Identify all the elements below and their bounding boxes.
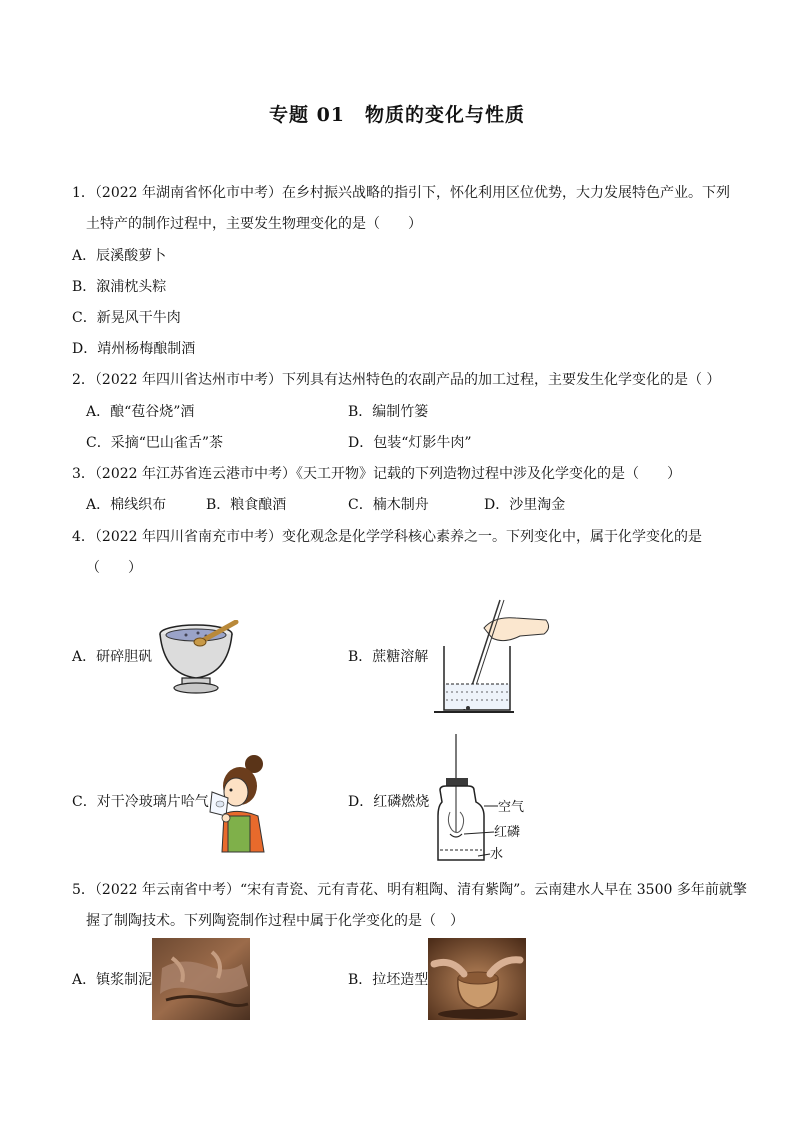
q4-option-d: D．红磷燃烧 bbox=[348, 794, 430, 810]
q1-stem-line2: 土特产的制作过程中，主要发生物理变化的是（ ） bbox=[86, 216, 422, 232]
q4-option-b: B．蔗糖溶解 bbox=[348, 649, 429, 665]
clay-hands-photo bbox=[152, 938, 250, 1020]
q3-option-d: D．沙里淘金 bbox=[484, 497, 566, 513]
q5-stem-line1: 5．（2022 年云南省中考）“宋有青瓷、元有青花、明有粗陶、清有紫陶”。云南建水人早在 3500 多年前就擎 bbox=[72, 882, 747, 898]
q3-option-b: B．粮食酿酒 bbox=[206, 497, 287, 513]
q5-option-a: A．镇浆制泥 bbox=[72, 972, 153, 988]
page-title: 专题 01 物质的变化与性质 bbox=[268, 104, 526, 126]
beaker-stirring-icon bbox=[434, 598, 554, 716]
mortar-pestle-icon bbox=[156, 620, 240, 700]
q3-option-c: C．楠木制舟 bbox=[348, 497, 429, 513]
q1-option-b: B．溆浦枕头粽 bbox=[72, 279, 167, 295]
q2-option-c: C．采摘“巴山雀舌”茶 bbox=[86, 435, 224, 451]
q1-option-c: C．新晃风干牛肉 bbox=[72, 310, 181, 326]
q3-option-a: A．棉线织布 bbox=[86, 497, 167, 513]
phosphorus-burning-jar-icon bbox=[432, 732, 532, 864]
q4-option-a: A．研碎胆矾 bbox=[72, 649, 153, 665]
label-water: 水 bbox=[490, 847, 504, 862]
label-air: 空气 bbox=[498, 800, 525, 815]
q4-option-c: C．对干冷玻璃片哈气 bbox=[72, 794, 209, 810]
q2-option-d: D．包装“灯影牛肉” bbox=[348, 435, 472, 451]
q5-option-b: B．拉坯造型 bbox=[348, 972, 429, 988]
q1-option-a: A．辰溪酸萝卜 bbox=[72, 248, 167, 264]
q2-option-a: A．酿“苞谷烧”酒 bbox=[86, 404, 195, 420]
girl-breathing-on-glass-icon bbox=[206, 752, 268, 856]
q1-option-d: D．靖州杨梅酿制酒 bbox=[72, 341, 196, 357]
q4-stem-line2: （ ） bbox=[86, 560, 142, 576]
pottery-wheel-photo bbox=[428, 938, 526, 1020]
q3-stem: 3．（2022 年江苏省连云港市中考）《天工开物》记载的下列造物过程中涉及化学变化的是（ ） bbox=[72, 466, 681, 482]
q2-stem: 2．（2022 年四川省达州市中考）下列具有达州特色的农副产品的加工过程，主要发生化学变化的是（ ） bbox=[72, 372, 721, 388]
q2-option-b: B．编制竹篓 bbox=[348, 404, 429, 420]
q4-stem-line1: 4．（2022 年四川省南充市中考）变化观念是化学学科核心素养之一。下列变化中，属于化学变化的是 bbox=[72, 529, 702, 545]
q5-stem-line2: 握了制陶技术。下列陶瓷制作过程中属于化学变化的是（ ） bbox=[86, 913, 464, 929]
q1-stem-line1: 1．（2022 年湖南省怀化市中考）在乡村振兴战略的指引下，怀化利用区位优势，大力发展特色产业。下列 bbox=[72, 185, 730, 201]
label-phosphorus: 红磷 bbox=[494, 825, 521, 840]
